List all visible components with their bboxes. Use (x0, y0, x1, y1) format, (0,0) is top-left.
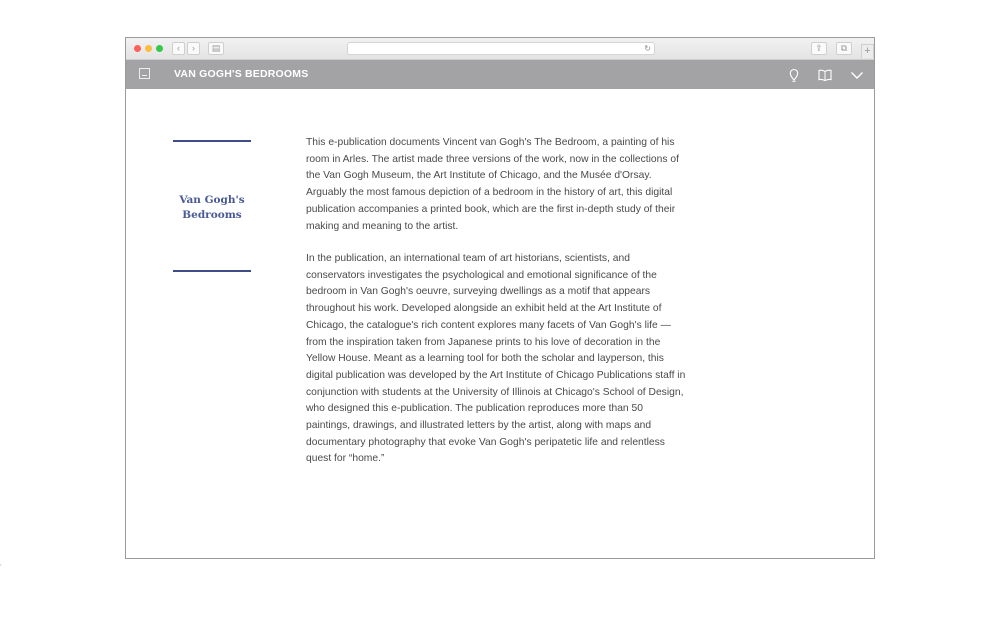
back-button[interactable]: ‹ (172, 42, 185, 55)
close-window-button[interactable] (134, 45, 141, 52)
forward-button[interactable]: › (187, 42, 200, 55)
intro-paragraph: This e-publication documents Vincent van Gogh's The Bedroom, a painting of his room in Arles. The artist made three versions of the work, now in the collections of the Van Gogh Museum, the Art Institute of Chicago, and the Musée d'Orsay. Arguably the most famous depiction of a bedroom in the history of art, this digital publication accompanies a printed book, which are the first in-depth study of their making and meaning to the artist. (306, 137, 679, 232)
sidebar-toggle-button[interactable]: ▤ (208, 42, 224, 55)
app-header (126, 60, 874, 89)
address-bar[interactable] (347, 42, 655, 55)
top-divider (173, 140, 251, 142)
minimize-window-button[interactable] (145, 45, 152, 52)
description-paragraph: In the publication, an international team of art historians, scientists, and conservators investigates the psychological and emotional significance of the bedroom in Van Gogh's oeuvre, surveying dwellings as a motif that appears throughout his work. Developed alongside an exhibit held at the Art Institute of Chicago, the catalogue's rich content explores many facets of Van Gogh's life — from the inspiration taken from Japanese prints to his love of decoration in the Yellow House. Meant as a learning tool for both the scholar and layperson, this digital publication was developed by the Art Institute of Chicago Publications staff in conjunction with students at the University of Illinois at Chicago's School of Design, who designed this e-publication. The publication reproduces more than 50 paintings, drawings, and illustrated letters by the artist, along with maps and documentary photography that evoke Van Gogh's peripatetic life and relentless quest for “home.” (306, 253, 686, 465)
sidebar-title: Van Gogh's Bedrooms (179, 194, 245, 221)
chevron-down-icon[interactable] (849, 67, 865, 83)
app-title[interactable]: VAN GOGH'S BEDROOMS (174, 68, 309, 80)
show-tabs-button[interactable]: ⧉ (836, 42, 852, 55)
new-tab-button[interactable]: + (861, 44, 874, 58)
main-content (126, 89, 874, 558)
open-book-icon[interactable] (817, 67, 833, 83)
share-button[interactable]: ⇪ (811, 42, 827, 55)
bottom-divider (173, 270, 251, 272)
location-pin-icon[interactable] (786, 67, 802, 83)
reload-icon[interactable]: ↻ (644, 44, 651, 53)
edge-mark: , (0, 561, 2, 567)
browser-toolbar (126, 38, 874, 60)
maximize-window-button[interactable] (156, 45, 163, 52)
image-icon[interactable] (139, 68, 150, 79)
browser-window (125, 37, 875, 559)
